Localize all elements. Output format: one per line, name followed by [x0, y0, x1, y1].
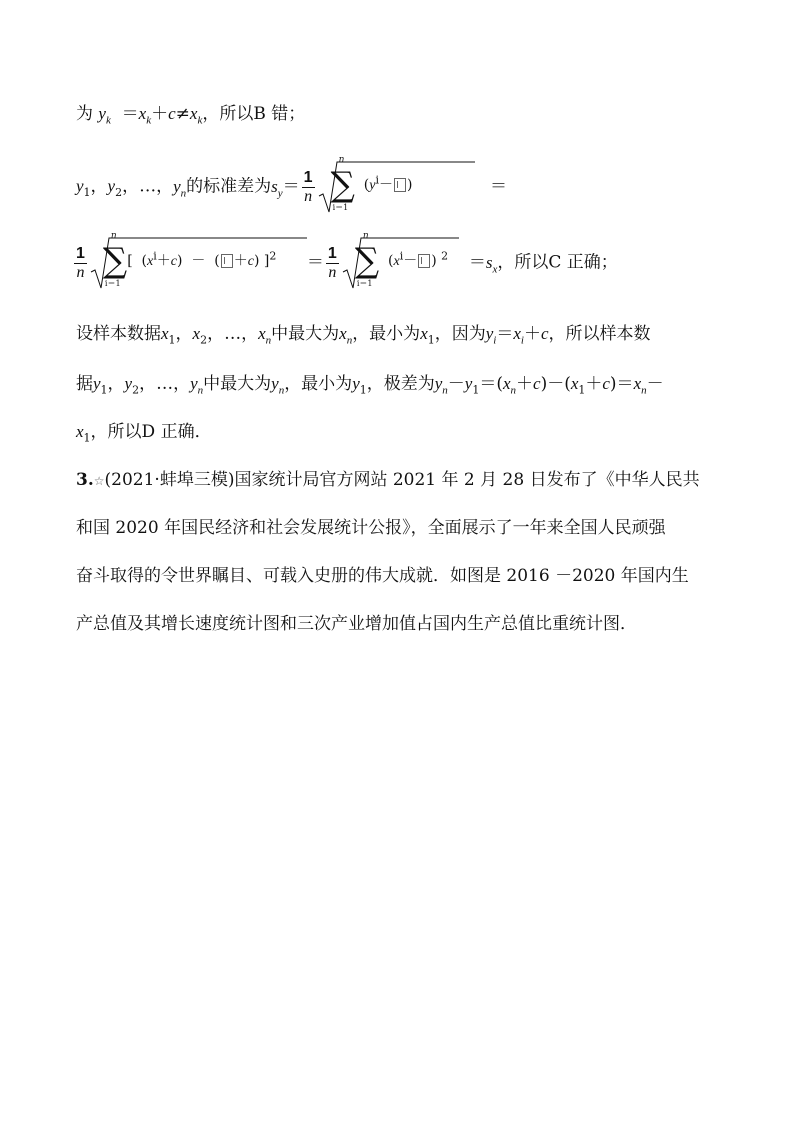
text-fragment: 的标准差为 [186, 176, 272, 197]
fraction: $\frac{1}{n}$ [76, 244, 85, 281]
text-fragment: 为 [76, 104, 93, 124]
fraction: $\frac{1}{n}$ [327, 244, 337, 281]
text-line-3: $\frac{1}{n}$ ∑ n i＝1 [ $(x^i+c)$ － ( ＋c) ]$^2$ ＝ $\frac{1}{n}$ ∑ n i＝1 ($x^i-$ ) $^2 =s_x$，所以C 正确； [76, 231, 618, 288]
text-line-1: 为 $y_k =x_k+c\ne x_k$，所以B 错； [76, 104, 306, 127]
sigma-symbol: ∑ n i＝1 [354, 231, 380, 288]
star-icon: ☆ [93, 474, 105, 488]
question-3-line-1 [76, 468, 700, 493]
text-line-2: $y_1$，$y_2$，…，$y_n$的标准差为$s_y=$ $\frac{1}{n}$ ∑ n i＝1 ($y^i-$ ) ＝ [76, 155, 507, 212]
text-line-6: $x_1$，所以D 正确． [76, 422, 212, 445]
placeholder-box [418, 254, 430, 268]
square-root: ∑ n i＝1 [ $(x^i+c)$ － ( ＋c) ]$^2$ [89, 236, 307, 290]
sigma-symbol: ∑ n i＝1 [102, 231, 128, 288]
sigma-symbol: ∑ n i＝1 [330, 155, 355, 212]
question-source: (2021·蚌埠三模) [104, 470, 235, 490]
placeholder-box [221, 254, 233, 268]
text-fragment: 国家统计局官方网站 2021 年 2 月 28 日发布了《中华人民共 [234, 470, 700, 490]
text-line-5: 据$y_1$，$y_2$，…，$y_n$中最大为$y_n$，最小为$y_1$，极差为$y_n-y_1=(x_n+c)-(x_1+c)=x_n-$ [76, 374, 664, 397]
placeholder-box [394, 178, 406, 192]
question-3-line-2: 和国 2020 年国民经济和社会发展统计公报》，全面展示了一年来全国人民顽强 [76, 518, 666, 538]
question-3-line-3: 奋斗取得的令世界瞩目、可载入史册的伟大成就．如图是 2016 －2020 年国内生 [76, 566, 689, 586]
question-3-line-4: 产总值及其增长速度统计图和三次产业增加值占国内生产总值比重统计图． [76, 614, 637, 634]
question-number: 3. [76, 470, 94, 490]
square-root: ∑ n i＝1 ($y^i-$ ) [317, 160, 485, 214]
text-line-4: 设样本数据$x_1$，$x_2$，…，$x_n$中最大为$x_n$，最小为$x_1$，因为$y_i=x_i+c$，所以样本数 [76, 324, 651, 347]
fraction: $\frac{1}{n}$ [303, 168, 313, 205]
square-root: ∑ n i＝1 ($x^i-$ ) $^2$ [341, 236, 469, 290]
text-fragment: ，所以C 正确； [497, 252, 618, 273]
text-fragment: ，所以B 错； [202, 104, 306, 124]
